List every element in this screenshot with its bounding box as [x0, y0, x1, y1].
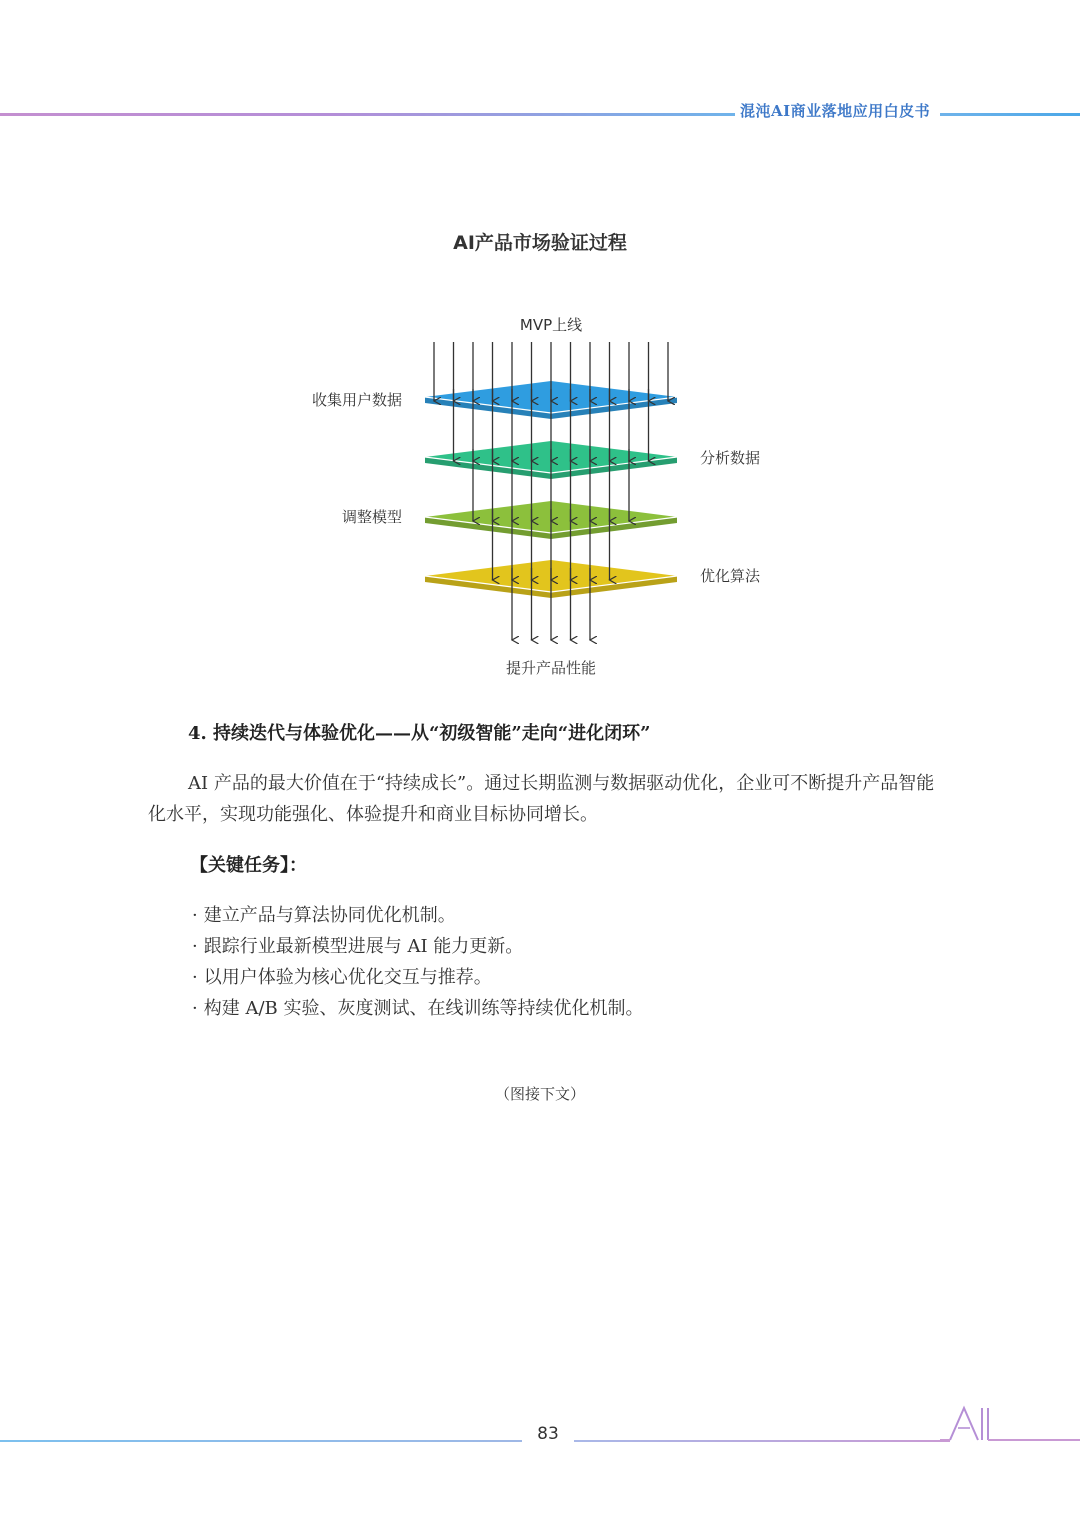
layer-label-collect-data: 收集用户数据	[311, 391, 402, 409]
key-tasks-label: 【关键任务】：	[190, 855, 307, 876]
list-item: · 建立产品与算法协同优化机制。	[192, 900, 643, 931]
header-rule-left	[0, 113, 735, 116]
market-validation-diagram	[0, 300, 1080, 700]
ai-logo-icon	[940, 1400, 1080, 1450]
diagram-bottom-label: 提升产品性能	[505, 659, 597, 677]
section-heading: 4. 持续迭代与体验优化——从“初级智能”走向“进化闭环”	[188, 723, 651, 744]
diagram-top-label: MVP上线	[519, 316, 583, 334]
key-tasks-list	[192, 900, 643, 1024]
list-item: · 跟踪行业最新模型进展与 AI 能力更新。	[192, 931, 643, 962]
list-item: · 构建 A/B 实验、灰度测试、在线训练等持续优化机制。	[192, 993, 643, 1024]
layer-label-adjust-model: 调整模型	[341, 508, 402, 526]
flow-arrows	[434, 342, 668, 640]
footer-rule-right	[574, 1440, 950, 1442]
layer-label-analyze-data: 分析数据	[700, 449, 761, 467]
continued-note: （图接下文）	[494, 1085, 585, 1103]
header-title: 混沌AI商业落地应用白皮书	[740, 102, 931, 120]
footer-rule-left	[0, 1440, 522, 1442]
layer-label-optimize-algorithm: 优化算法	[700, 567, 761, 585]
list-item: · 以用户体验为核心优化交互与推荐。	[192, 962, 643, 993]
header-rule-right	[940, 113, 1080, 116]
page-number: 83	[537, 1424, 559, 1444]
figure-title: AI产品市场验证过程	[453, 232, 627, 254]
section-paragraph: AI 产品的最大价值在于“持续成长”。通过长期监测与数据驱动优化，企业可不断提升产品智能化水平，实现功能强化、体验提升和商业目标协同增长。	[148, 773, 935, 825]
